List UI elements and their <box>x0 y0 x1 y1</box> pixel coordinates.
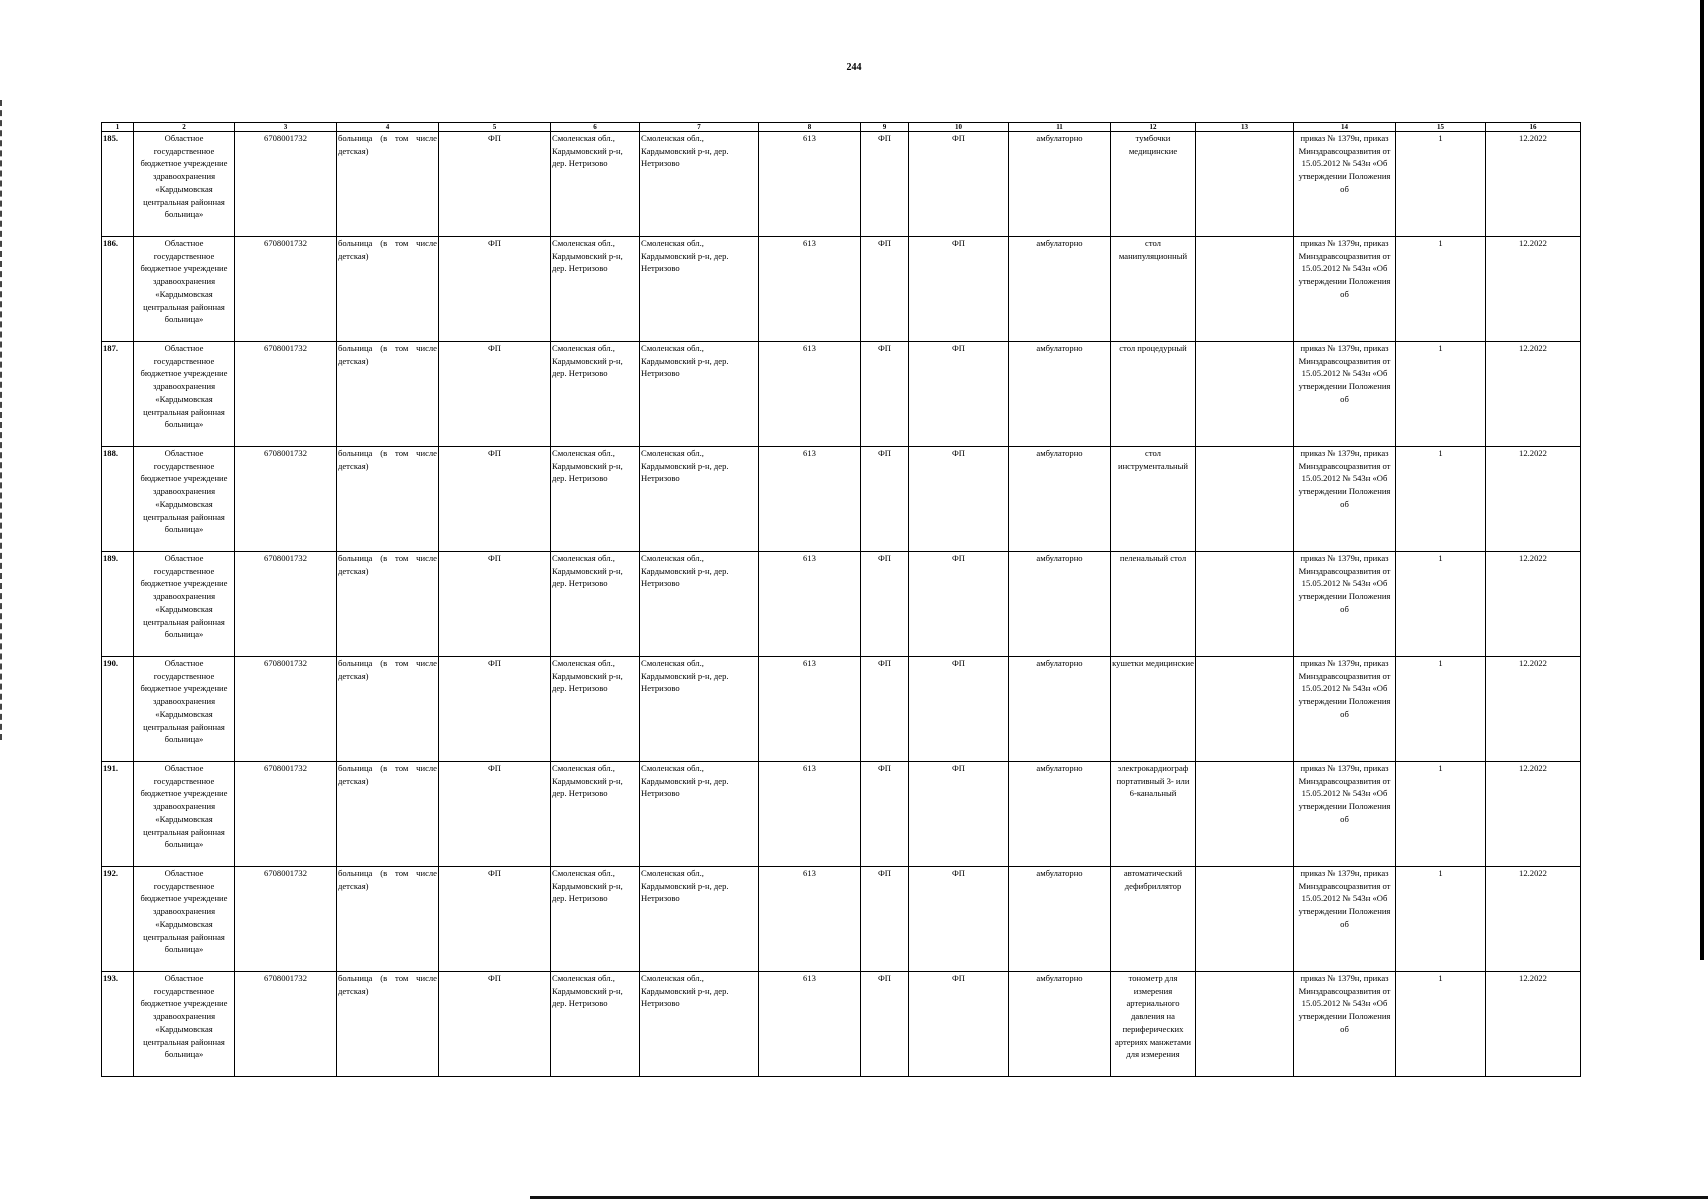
header-row <box>102 123 1581 132</box>
cell-col8: 613 <box>759 972 861 1077</box>
order-reference: приказ № 1379н, приказ Минздравсоцразвития от 15.05.2012 № 543н «Об утверждении Положения об <box>1294 237 1396 342</box>
table-row <box>102 867 1581 972</box>
col-header: 5 <box>439 123 551 132</box>
scan-right-border <box>1700 0 1704 960</box>
table-row <box>102 762 1581 867</box>
address-cell: Смоленская обл., Кардымовский р-н, дер. Нетризово <box>551 447 640 552</box>
inn-cell: 6708001732 <box>235 867 337 972</box>
quantity-cell: 1 <box>1396 342 1486 447</box>
cell-col8: 613 <box>759 447 861 552</box>
row-number: 191. <box>102 762 134 867</box>
cell-col8: 613 <box>759 342 861 447</box>
inn-cell: 6708001732 <box>235 762 337 867</box>
table-row <box>102 972 1581 1077</box>
cell-col8: 613 <box>759 552 861 657</box>
cell-col5: ФП <box>439 867 551 972</box>
quantity-cell: 1 <box>1396 657 1486 762</box>
cell-col5: ФП <box>439 762 551 867</box>
facility-type: больница (в том числе детская) <box>337 552 439 657</box>
organization-name: Областное государственное бюджетное учреждение здравоохранения «Кардымовская центральная районная больница» <box>134 762 235 867</box>
col-header: 13 <box>1196 123 1294 132</box>
date-cell: 12.2022 <box>1486 132 1581 237</box>
address-cell: Смоленская обл., Кардымовский р-н, дер. Нетризово <box>640 237 759 342</box>
order-reference: приказ № 1379н, приказ Минздравсоцразвития от 15.05.2012 № 543н «Об утверждении Положения об <box>1294 657 1396 762</box>
facility-type: больница (в том числе детская) <box>337 762 439 867</box>
care-form-cell: амбулаторно <box>1009 552 1111 657</box>
address-cell: Смоленская обл., Кардымовский р-н, дер. Нетризово <box>551 762 640 867</box>
cell-col10: ФП <box>909 132 1009 237</box>
cell-col10: ФП <box>909 342 1009 447</box>
date-cell: 12.2022 <box>1486 867 1581 972</box>
inn-cell: 6708001732 <box>235 972 337 1077</box>
row-number: 192. <box>102 867 134 972</box>
cell-col10: ФП <box>909 762 1009 867</box>
equipment-name: стол процедурный <box>1111 342 1196 447</box>
order-reference: приказ № 1379н, приказ Минздравсоцразвития от 15.05.2012 № 543н «Об утверждении Положения об <box>1294 867 1396 972</box>
order-reference: приказ № 1379н, приказ Минздравсоцразвития от 15.05.2012 № 543н «Об утверждении Положения об <box>1294 552 1396 657</box>
order-reference: приказ № 1379н, приказ Минздравсоцразвития от 15.05.2012 № 543н «Об утверждении Положения об <box>1294 447 1396 552</box>
col-header: 11 <box>1009 123 1111 132</box>
cell-col13 <box>1196 972 1294 1077</box>
care-form-cell: амбулаторно <box>1009 762 1111 867</box>
cell-col8: 613 <box>759 132 861 237</box>
col-header: 6 <box>551 123 640 132</box>
facility-type: больница (в том числе детская) <box>337 237 439 342</box>
quantity-cell: 1 <box>1396 762 1486 867</box>
cell-col9: ФП <box>861 867 909 972</box>
page-number: 244 <box>846 62 862 73</box>
address-cell: Смоленская обл., Кардымовский р-н, дер. Нетризово <box>640 552 759 657</box>
cell-col13 <box>1196 342 1294 447</box>
organization-name: Областное государственное бюджетное учреждение здравоохранения «Кардымовская центральная районная больница» <box>134 552 235 657</box>
organization-name: Областное государственное бюджетное учреждение здравоохранения «Кардымовская центральная районная больница» <box>134 657 235 762</box>
date-cell: 12.2022 <box>1486 237 1581 342</box>
equipment-name: пеленальный стол <box>1111 552 1196 657</box>
date-cell: 12.2022 <box>1486 972 1581 1077</box>
care-form-cell: амбулаторно <box>1009 447 1111 552</box>
row-number: 189. <box>102 552 134 657</box>
inn-cell: 6708001732 <box>235 237 337 342</box>
address-cell: Смоленская обл., Кардымовский р-н, дер. Нетризово <box>551 972 640 1077</box>
cell-col13 <box>1196 657 1294 762</box>
cell-col13 <box>1196 552 1294 657</box>
address-cell: Смоленская обл., Кардымовский р-н, дер. Нетризово <box>551 342 640 447</box>
row-number: 190. <box>102 657 134 762</box>
quantity-cell: 1 <box>1396 867 1486 972</box>
organization-name: Областное государственное бюджетное учреждение здравоохранения «Кардымовская центральная районная больница» <box>134 972 235 1077</box>
col-header: 12 <box>1111 123 1196 132</box>
equipment-name: кушетки медицинские <box>1111 657 1196 762</box>
equipment-name: стол манипуляционный <box>1111 237 1196 342</box>
cell-col9: ФП <box>861 342 909 447</box>
organization-name: Областное государственное бюджетное учреждение здравоохранения «Кардымовская центральная районная больница» <box>134 237 235 342</box>
date-cell: 12.2022 <box>1486 762 1581 867</box>
inn-cell: 6708001732 <box>235 657 337 762</box>
facility-type: больница (в том числе детская) <box>337 657 439 762</box>
care-form-cell: амбулаторно <box>1009 657 1111 762</box>
row-number: 188. <box>102 447 134 552</box>
facility-type: больница (в том числе детская) <box>337 447 439 552</box>
cell-col5: ФП <box>439 552 551 657</box>
cell-col8: 613 <box>759 762 861 867</box>
col-header: 7 <box>640 123 759 132</box>
address-cell: Смоленская обл., Кардымовский р-н, дер. Нетризово <box>640 342 759 447</box>
organization-name: Областное государственное бюджетное учреждение здравоохранения «Кардымовская центральная районная больница» <box>134 447 235 552</box>
order-reference: приказ № 1379н, приказ Минздравсоцразвития от 15.05.2012 № 543н «Об утверждении Положения об <box>1294 762 1396 867</box>
cell-col8: 613 <box>759 867 861 972</box>
order-reference: приказ № 1379н, приказ Минздравсоцразвития от 15.05.2012 № 543н «Об утверждении Положения об <box>1294 972 1396 1077</box>
address-cell: Смоленская обл., Кардымовский р-н, дер. Нетризово <box>640 762 759 867</box>
date-cell: 12.2022 <box>1486 552 1581 657</box>
address-cell: Смоленская обл., Кардымовский р-н, дер. Нетризово <box>640 867 759 972</box>
cell-col9: ФП <box>861 132 909 237</box>
equipment-name: тумбочки медицинские <box>1111 132 1196 237</box>
facility-type: больница (в том числе детская) <box>337 972 439 1077</box>
facility-type: больница (в том числе детская) <box>337 342 439 447</box>
table-row <box>102 447 1581 552</box>
scan-bottom-line <box>530 1196 1708 1199</box>
date-cell: 12.2022 <box>1486 342 1581 447</box>
organization-name: Областное государственное бюджетное учреждение здравоохранения «Кардымовская центральная районная больница» <box>134 867 235 972</box>
col-header: 14 <box>1294 123 1396 132</box>
inn-cell: 6708001732 <box>235 552 337 657</box>
care-form-cell: амбулаторно <box>1009 342 1111 447</box>
equipment-name: тонометр для измерения артериального давления на периферических артериях манжетами для измерения <box>1111 972 1196 1077</box>
care-form-cell: амбулаторно <box>1009 132 1111 237</box>
cell-col5: ФП <box>439 132 551 237</box>
equipment-name: электрокардиограф портативный 3- или 6-канальный <box>1111 762 1196 867</box>
order-reference: приказ № 1379н, приказ Минздравсоцразвития от 15.05.2012 № 543н «Об утверждении Положения об <box>1294 132 1396 237</box>
cell-col5: ФП <box>439 447 551 552</box>
quantity-cell: 1 <box>1396 447 1486 552</box>
cell-col9: ФП <box>861 762 909 867</box>
table-row <box>102 237 1581 342</box>
col-header: 10 <box>909 123 1009 132</box>
address-cell: Смоленская обл., Кардымовский р-н, дер. Нетризово <box>640 972 759 1077</box>
col-header: 2 <box>134 123 235 132</box>
cell-col5: ФП <box>439 972 551 1077</box>
row-number: 185. <box>102 132 134 237</box>
cell-col10: ФП <box>909 447 1009 552</box>
cell-col13 <box>1196 762 1294 867</box>
address-cell: Смоленская обл., Кардымовский р-н, дер. Нетризово <box>551 132 640 237</box>
cell-col10: ФП <box>909 237 1009 342</box>
cell-col10: ФП <box>909 867 1009 972</box>
cell-col13 <box>1196 867 1294 972</box>
cell-col10: ФП <box>909 552 1009 657</box>
organization-name: Областное государственное бюджетное учреждение здравоохранения «Кардымовская центральная районная больница» <box>134 132 235 237</box>
table-row <box>102 657 1581 762</box>
table-row <box>102 342 1581 447</box>
cell-col8: 613 <box>759 237 861 342</box>
cell-col13 <box>1196 447 1294 552</box>
address-cell: Смоленская обл., Кардымовский р-н, дер. Нетризово <box>640 657 759 762</box>
organization-name: Областное государственное бюджетное учреждение здравоохранения «Кардымовская центральная районная больница» <box>134 342 235 447</box>
address-cell: Смоленская обл., Кардымовский р-н, дер. Нетризово <box>551 237 640 342</box>
row-number: 187. <box>102 342 134 447</box>
facility-type: больница (в том числе детская) <box>337 867 439 972</box>
inn-cell: 6708001732 <box>235 447 337 552</box>
cell-col9: ФП <box>861 237 909 342</box>
cell-col8: 613 <box>759 657 861 762</box>
col-header: 15 <box>1396 123 1486 132</box>
register-body <box>102 132 1581 1077</box>
inn-cell: 6708001732 <box>235 132 337 237</box>
cell-col13 <box>1196 237 1294 342</box>
quantity-cell: 1 <box>1396 237 1486 342</box>
address-cell: Смоленская обл., Кардымовский р-н, дер. Нетризово <box>551 657 640 762</box>
date-cell: 12.2022 <box>1486 447 1581 552</box>
cell-col10: ФП <box>909 972 1009 1077</box>
cell-col13 <box>1196 132 1294 237</box>
quantity-cell: 1 <box>1396 132 1486 237</box>
quantity-cell: 1 <box>1396 552 1486 657</box>
care-form-cell: амбулаторно <box>1009 237 1111 342</box>
row-number: 186. <box>102 237 134 342</box>
col-header: 1 <box>102 123 134 132</box>
address-cell: Смоленская обл., Кардымовский р-н, дер. Нетризово <box>551 552 640 657</box>
order-reference: приказ № 1379н, приказ Минздравсоцразвития от 15.05.2012 № 543н «Об утверждении Положения об <box>1294 342 1396 447</box>
cell-col5: ФП <box>439 237 551 342</box>
cell-col9: ФП <box>861 447 909 552</box>
care-form-cell: амбулаторно <box>1009 867 1111 972</box>
table-row <box>102 552 1581 657</box>
facility-type: больница (в том числе детская) <box>337 132 439 237</box>
table-row <box>102 132 1581 237</box>
row-number: 193. <box>102 972 134 1077</box>
address-cell: Смоленская обл., Кардымовский р-н, дер. Нетризово <box>551 867 640 972</box>
equipment-name: стол инструментальный <box>1111 447 1196 552</box>
col-header: 16 <box>1486 123 1581 132</box>
register-table <box>101 122 1581 1077</box>
scan-edge-marks <box>0 100 5 740</box>
address-cell: Смоленская обл., Кардымовский р-н, дер. Нетризово <box>640 132 759 237</box>
col-header: 8 <box>759 123 861 132</box>
cell-col10: ФП <box>909 657 1009 762</box>
cell-col5: ФП <box>439 342 551 447</box>
care-form-cell: амбулаторно <box>1009 972 1111 1077</box>
inn-cell: 6708001732 <box>235 342 337 447</box>
equipment-name: автоматический дефибриллятор <box>1111 867 1196 972</box>
cell-col9: ФП <box>861 552 909 657</box>
cell-col9: ФП <box>861 972 909 1077</box>
cell-col9: ФП <box>861 657 909 762</box>
col-header: 4 <box>337 123 439 132</box>
quantity-cell: 1 <box>1396 972 1486 1077</box>
cell-col5: ФП <box>439 657 551 762</box>
col-header: 3 <box>235 123 337 132</box>
date-cell: 12.2022 <box>1486 657 1581 762</box>
col-header: 9 <box>861 123 909 132</box>
address-cell: Смоленская обл., Кардымовский р-н, дер. Нетризово <box>640 447 759 552</box>
